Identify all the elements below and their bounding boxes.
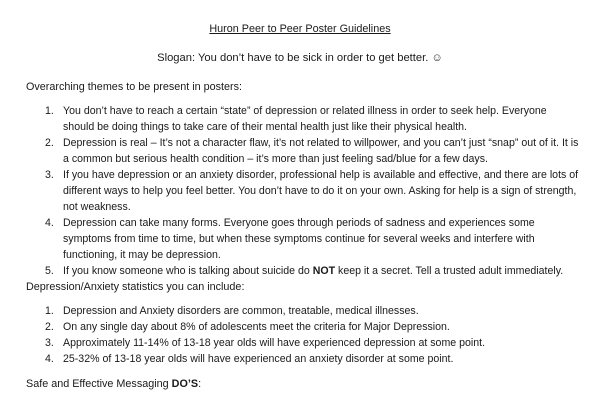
list-item-text: Approximately 11-14% of 13-18 year olds will have experienced depression at some point. — [63, 337, 486, 349]
list-number: 2. — [45, 137, 54, 149]
list-item-text: Depression is real – It’s not a character flaw, it’s not related to willpower, and you can’t just “snap” out of it. It is a common but serious health condition – it’s more than just feeling sad/blue for a few days. — [63, 137, 579, 165]
dos-heading-prefix: Safe and Effective Messaging — [26, 378, 172, 390]
emphasis-not: NOT — [312, 265, 336, 277]
list-number: 2. — [45, 321, 54, 333]
list-number: 3. — [45, 169, 54, 181]
list-number: 3. — [45, 337, 54, 349]
list-item-text-before: If you know someone who is talking about suicide do — [63, 265, 313, 277]
list-item — [0, 335, 600, 351]
list-item — [0, 103, 600, 135]
themes-list — [0, 103, 600, 279]
slogan: Slogan: You don’t have to be sick in order to get better. ☺ — [157, 52, 443, 64]
themes-heading: Overarching themes to be present in posters: — [26, 81, 243, 93]
list-item-text: Depression and Anxiety disorders are common, treatable, medical illnesses. — [63, 305, 419, 317]
list-item-text: 25-32% of 13-18 year olds will have experienced an anxiety disorder at some point. — [63, 353, 454, 365]
dos-heading — [26, 376, 201, 392]
list-number: 5. — [45, 265, 54, 277]
dos-heading-bold: DO’S — [171, 378, 199, 390]
list-item — [0, 263, 600, 279]
list-number: 4. — [45, 217, 54, 229]
list-item — [0, 319, 600, 335]
list-number: 1. — [45, 305, 54, 317]
dos-heading-suffix: : — [198, 378, 202, 390]
stats-list — [0, 303, 600, 367]
list-item-text: If you have depression or an anxiety disorder, professional help is available and effective, and there are lots of different ways to help you feel better. You don’t have to do it on your own. Asking for help is a sign of strength, not weakness. — [63, 169, 579, 213]
list-item-text: Depression can take many forms. Everyone goes through periods of sadness and experiences some symptoms from time to time, but when these symptoms continue for several weeks and interfere with functioning, it may be depression. — [63, 217, 535, 261]
list-number: 1. — [45, 105, 54, 117]
list-number: 4. — [45, 353, 54, 365]
document-title: Huron Peer to Peer Poster Guidelines — [209, 23, 391, 35]
list-item — [0, 135, 600, 167]
list-item-text-after: keep it a secret. Tell a trusted adult immediately. — [335, 265, 564, 277]
list-item — [0, 303, 600, 319]
list-item-text: You don’t have to reach a certain “state” of depression or related illness in order to seek help. Everyone should be doing things to take care of their mental health just like their physical health. — [63, 105, 547, 133]
list-item-text: On any single day about 8% of adolescents meet the criteria for Major Depression. — [63, 321, 450, 333]
list-item — [0, 351, 600, 367]
list-item — [0, 215, 600, 263]
stats-heading: Depression/Anxiety statistics you can include: — [26, 281, 245, 293]
list-item — [0, 167, 600, 215]
